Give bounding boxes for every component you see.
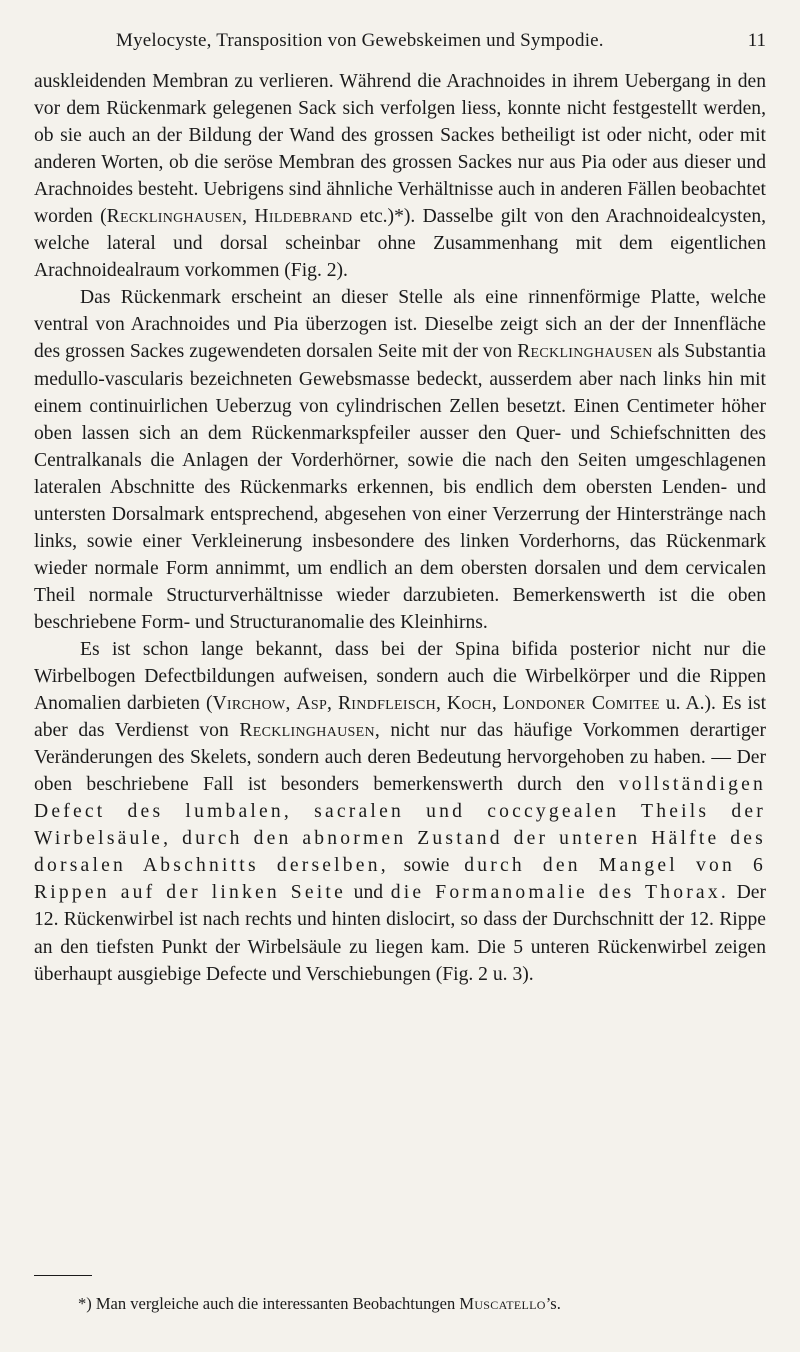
running-head [34, 30, 766, 58]
page-number: 11 [747, 30, 766, 51]
running-title: Myelocyste, Transposition von Gewebskeimen und Sympodie. [116, 30, 604, 51]
paragraph-3 [34, 636, 766, 988]
text-run: , [327, 693, 338, 715]
emphasized-text: die Formanomalie des Thorax. [390, 882, 729, 904]
author-name: Recklinghausen [517, 341, 653, 363]
text-run: sowie [388, 855, 465, 877]
author-name: Rindfleisch [337, 693, 436, 715]
footnote-text: *) Man vergleiche auch die interessanten Beobachtungen [78, 1294, 460, 1313]
text-run: etc.)*). Dasselbe gilt von den Arachnoidealcysten, welche lateral und dorsal scheinbar ohne Zusammenhang mit dem eigentlichen Arachnoidealraum vorkommen (Fig. 2). [34, 206, 767, 282]
footnote [78, 1293, 778, 1315]
author-name: Muscatello [459, 1294, 546, 1313]
text-run: , [285, 693, 297, 715]
text-run: , nicht nur das häufige Vorkommen derartiger Veränderungen des Skelets, sondern auch deren Bedeutung hervorgehoben zu haben. — Der oben beschriebene Fall ist besonders bemerkenswerth durch den [34, 720, 767, 796]
text-run: , [435, 693, 447, 715]
text-run: Das Rückenmark erscheint an dieser Stelle als eine rinnenförmige Platte, welche ventral von Arachnoides und Pia überzogen ist. Dieselbe zeigt sich an der der Innenfläche des grossen Sackes zugewendeten dorsalen Seite mit der von [34, 287, 766, 363]
author-name: Recklinghausen [239, 720, 375, 742]
document-page [34, 0, 766, 1352]
author-name: Recklinghausen [106, 206, 243, 228]
paragraph-1 [34, 68, 766, 284]
text-run: , [242, 206, 255, 228]
author-name: Asp [296, 693, 328, 715]
author-name: Londoner Comitee [502, 693, 660, 715]
text-run: , [491, 693, 503, 715]
text-run: u. A.). Es ist aber das Verdienst von [34, 693, 767, 742]
text-run: auskleidenden Membran zu verlieren. Während die Arachnoides in ihrem Uebergang in den vor dem Rückenmark gelegenen Sack sich verfolgen liess, konnte nicht festgestellt werden, ob sie auch an der Bildung der Wand des grossen Sackes betheiligt ist oder nicht, oder mit anderen Worten, ob die seröse Membran des grossen Sackes nur aus Pia oder aus dieser und Arachnoides besteht. Uebrigens sind ähnliche Verhältnisse auch in anderen Fällen beobachtet worden ( [34, 71, 766, 228]
emphasized-text: vollständigen Defect des lumbalen, sacralen und coccygealen Theils der Wirbelsäule, durch den abnormen Zustand der unteren Hälfte des dorsalen Abschnitts derselben, [34, 774, 766, 877]
footnote-rule [34, 1275, 92, 1276]
text-run: Der 12. Rückenwirbel ist nach rechts und hinten dislocirt, so dass der Durchschnitt der 12. Rippe an den tiefsten Punkt der Wirbelsäule zu liegen kam. Die 5 unteren Rückenwirbel zeigen überhaupt ausgiebige Defecte und Verschiebungen (Fig. 2 u. 3). [34, 882, 767, 985]
text-run: und [345, 882, 391, 904]
author-name: Hildebrand [254, 206, 353, 228]
text-run: Es ist schon lange bekannt, dass bei der Spina bifida posterior nicht nur die Wirbelbogen Defectbildungen aufweisen, sondern auch die Wirbelkörper und die Rippen Anomalien darbieten ( [34, 638, 766, 715]
paragraph-2 [34, 284, 766, 636]
author-name: Virchow [212, 693, 286, 715]
author-name: Koch [446, 693, 492, 715]
body-text [34, 68, 766, 988]
text-run: als Substantia medullo-vascularis bezeichneten Gewebsmasse bedeckt, ausserdem aber nach links hin mit einem continuirlichen Ueberzug von cylindrischen Zellen besetzt. Einen Centimeter höher oben lassen sich an dem Rückenmarkspfeiler ausser den Quer- und Schiefschnitten des Centralkanals die Anlagen der Vorderhörner, sowie die nach den Seiten umgeschlagenen lateralen Abschnitte des Rückenmarks erkennen, bis endlich dem obersten Lenden- und untersten Dorsalmark entsprechend, abgesehen von einer Verzerrung der Hinterstränge nach links, sowie einer Verkleinerung insbesondere des linken Vorderhorns, das Rückenmark wieder normale Form annimmt, um endlich an dem obersten dorsalen und dem cervicalen Theil normale Structurverhältnisse wieder darzubieten. Bemerkenswerth ist die oben beschriebene Form- und Structuranomalie des Kleinhirns. [34, 341, 766, 633]
footnote-text: ’s. [545, 1294, 561, 1313]
emphasized-text: durch den Mangel von 6 Rippen auf der linken Seite [34, 855, 767, 904]
